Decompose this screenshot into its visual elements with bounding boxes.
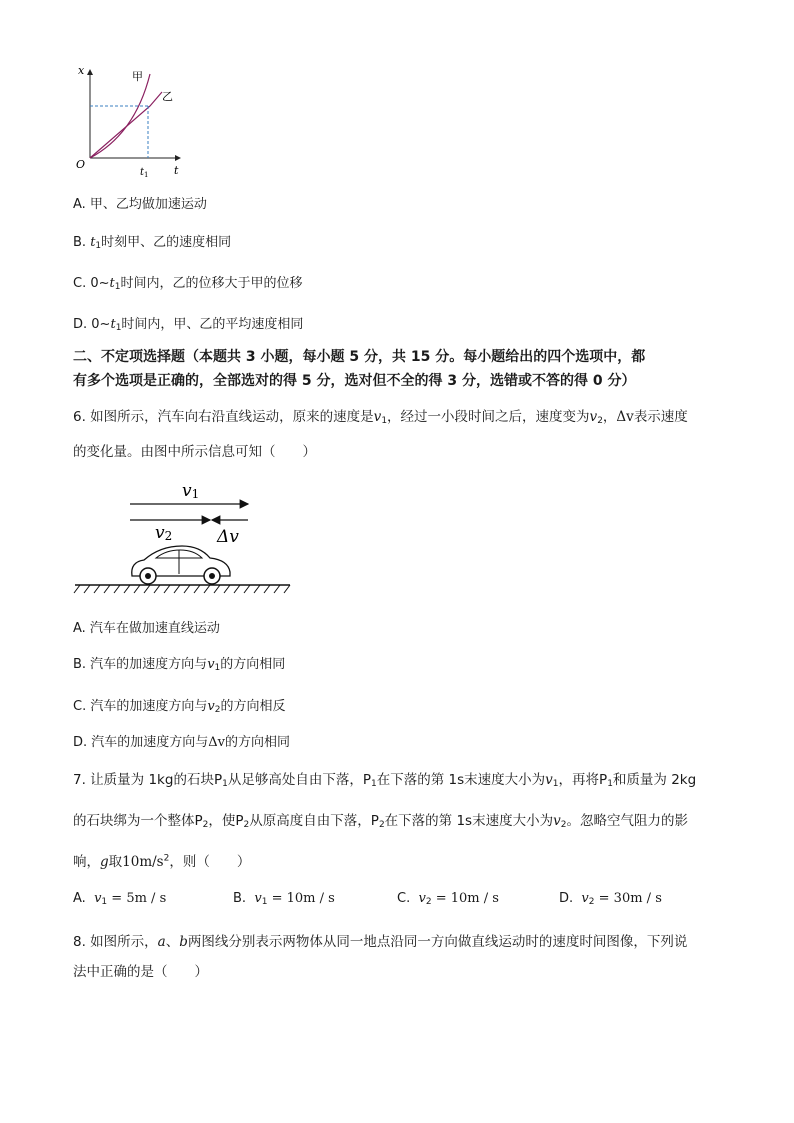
q7-line1: 7. 让质量为 1kg的石块$P_1$从足够高处自由下落，$P_1$在下落的第 1s末速度大小为$v_1$，再将$P_1$和质量为 2kg <box>73 772 697 789</box>
q5-option-c[interactable]: C. $0\sim t_1$时间内，乙的位移大于甲的位移 <box>73 276 303 292</box>
q8-line1: 8. 如图所示，a、b两图线分别表示两物体从同一地点沿同一方向做直线运动时的速度时间图像，下列说 <box>73 934 688 950</box>
q7-option-d[interactable]: D. $v_2 = 30m / s$ <box>559 891 662 907</box>
x-axis-label: t <box>174 164 179 177</box>
q7-option-b[interactable]: B. $v_1 = 10m / s$ <box>233 891 335 907</box>
curve-yi-label: 乙 <box>162 90 173 103</box>
section2-line1: 二、不定项选择题（本题共 3 小题，每小题 5 分，共 15 分。每小题给出的四个选项中，都 <box>73 349 646 365</box>
curve-jia-label: 甲 <box>132 70 143 83</box>
q6-line1: 6. 如图所示，汽车向右沿直线运动，原来的速度是$v_1$，经过一小段时间之后，速度变为$v_2$，Δv表示速度 <box>73 409 688 426</box>
q7-option-a[interactable]: A. $v_1 = 5m / s$ <box>73 891 167 907</box>
ground-hatch <box>74 585 290 593</box>
q7-line2: 的石块绑为一个整体$P_2$，使$P_2$从原高度自由下落，$P_2$在下落的第 1s末速度大小为$v_2$。忽略空气阻力的影 <box>73 813 688 830</box>
q6-option-a[interactable]: A. 汽车在做加速直线运动 <box>73 621 220 636</box>
q5-option-a[interactable]: A. 甲、乙均做加速运动 <box>73 197 207 212</box>
q6-line2: 的变化量。由图中所示信息可知（ ） <box>73 444 316 460</box>
q7-line3: 响，g取$10m/s^2$，则（ ） <box>73 853 251 870</box>
t1-label: $t_1$ <box>140 167 149 179</box>
curve-jia <box>90 74 150 158</box>
v2-label: v2 <box>155 523 173 543</box>
q5-option-d[interactable]: D. $0\sim t_1$时间内，甲、乙的平均速度相同 <box>73 317 304 333</box>
car-figure <box>70 476 300 598</box>
q6-option-b[interactable]: B. 汽车的加速度方向与$v_1$的方向相同 <box>73 657 286 673</box>
q6-option-d[interactable]: D. 汽车的加速度方向与Δv的方向相同 <box>73 735 291 750</box>
q6-option-c[interactable]: C. 汽车的加速度方向与$v_2$的方向相反 <box>73 699 286 715</box>
v1-label: v1 <box>182 481 200 501</box>
car-hub-front <box>209 573 215 579</box>
y-axis-label: x <box>78 64 85 77</box>
q7-option-c[interactable]: C. $v_2 = 10m / s$ <box>397 891 499 907</box>
car-hub-rear <box>145 573 151 579</box>
section2-line2: 有多个选项是正确的，全部选对的得 5 分，选对但不全的得 3 分，选错或不答的得 0 分） <box>73 373 636 389</box>
dv-label: Δv <box>217 527 239 547</box>
q8-line2: 法中正确的是（ ） <box>73 964 208 980</box>
curve-yi <box>90 92 162 158</box>
q5-option-b[interactable]: B. $t_1$时刻甲、乙的速度相同 <box>73 235 232 251</box>
origin-label: O <box>76 158 86 171</box>
xt-graph <box>70 62 190 180</box>
